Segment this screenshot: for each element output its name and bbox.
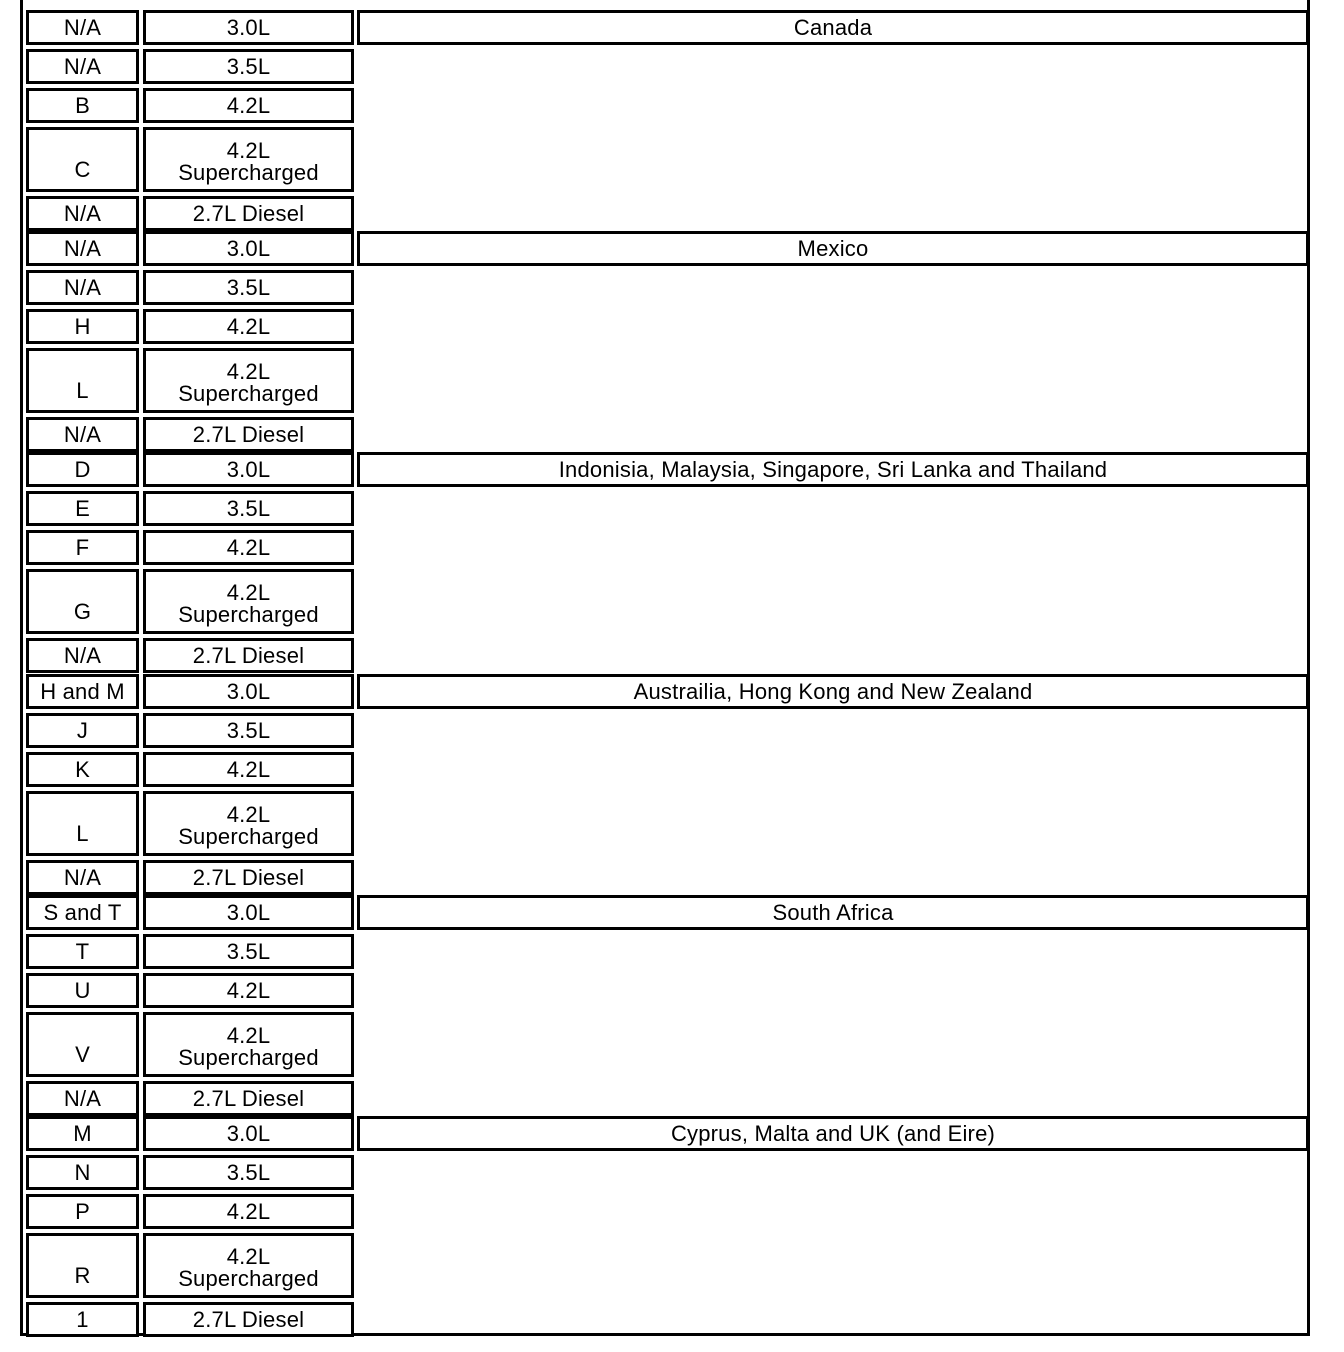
code-label: N/A bbox=[63, 642, 102, 668]
engine-label: 3.5L bbox=[226, 274, 271, 300]
engine-label: 3.0L bbox=[226, 14, 271, 40]
engine-cell bbox=[143, 491, 354, 526]
engine-label: 4.2L bbox=[226, 579, 271, 605]
engine-cell bbox=[143, 895, 354, 930]
code-label: N/A bbox=[63, 200, 102, 226]
engine-label: 4.2L bbox=[226, 358, 271, 384]
code-label: N/A bbox=[63, 53, 102, 79]
engine-label: 4.2L bbox=[226, 801, 271, 827]
engine-label: 4.2L bbox=[226, 1198, 271, 1224]
engine-cell bbox=[143, 1116, 354, 1151]
engine-label: 3.0L bbox=[226, 456, 271, 482]
code-label: 1 bbox=[76, 1306, 89, 1332]
engine-cell bbox=[143, 231, 354, 266]
engine-label: Supercharged bbox=[178, 1044, 319, 1070]
code-cell bbox=[26, 973, 139, 1008]
code-label: N bbox=[74, 1159, 91, 1185]
engine-cell bbox=[143, 860, 354, 895]
engine-cell bbox=[143, 270, 354, 305]
code-label: L bbox=[76, 820, 89, 846]
engine-label: 3.0L bbox=[226, 1120, 271, 1146]
code-label: N/A bbox=[63, 864, 102, 890]
engine-cell bbox=[143, 934, 354, 969]
region-cell: Cyprus, Malta and UK (and Eire) bbox=[357, 1116, 1309, 1151]
engine-label: Supercharged bbox=[178, 601, 319, 627]
code-label: H and M bbox=[40, 678, 125, 704]
engine-cell bbox=[143, 309, 354, 344]
engine-label: 3.5L bbox=[226, 938, 271, 964]
code-label: M bbox=[73, 1120, 92, 1146]
engine-label: Supercharged bbox=[178, 159, 319, 185]
code-cell bbox=[26, 231, 139, 266]
engine-cell bbox=[143, 674, 354, 709]
code-label: R bbox=[74, 1262, 91, 1288]
code-cell bbox=[26, 1116, 139, 1151]
engine-cell bbox=[143, 1302, 354, 1337]
engine-label: 2.7L Diesel bbox=[192, 1085, 305, 1111]
engine-cell bbox=[143, 713, 354, 748]
engine-cell bbox=[143, 348, 354, 413]
engine-label: 4.2L bbox=[226, 1243, 271, 1269]
code-cell bbox=[26, 348, 139, 413]
engine-cell bbox=[143, 638, 354, 673]
engine-cell bbox=[143, 1233, 354, 1298]
code-cell bbox=[26, 791, 139, 856]
engine-label: Supercharged bbox=[178, 380, 319, 406]
engine-cell bbox=[143, 569, 354, 634]
engine-label: Supercharged bbox=[178, 823, 319, 849]
code-label: N/A bbox=[63, 14, 102, 40]
engine-label: 4.2L bbox=[226, 92, 271, 118]
engine-label: 2.7L Diesel bbox=[192, 200, 305, 226]
code-label: L bbox=[76, 377, 89, 403]
code-cell bbox=[26, 1081, 139, 1116]
code-cell bbox=[26, 1155, 139, 1190]
code-label: J bbox=[76, 717, 89, 743]
code-cell bbox=[26, 270, 139, 305]
code-cell bbox=[26, 491, 139, 526]
code-cell bbox=[26, 752, 139, 787]
code-label: S and T bbox=[43, 899, 122, 925]
engine-label: 3.5L bbox=[226, 495, 271, 521]
engine-label: 3.0L bbox=[226, 235, 271, 261]
code-cell bbox=[26, 1233, 139, 1298]
code-cell bbox=[26, 638, 139, 673]
code-label: T bbox=[75, 938, 90, 964]
code-cell bbox=[26, 10, 139, 45]
code-label: N/A bbox=[63, 421, 102, 447]
engine-cell bbox=[143, 973, 354, 1008]
region-cell: Canada bbox=[357, 10, 1309, 45]
engine-label: 2.7L Diesel bbox=[192, 421, 305, 447]
region-cell: Mexico bbox=[357, 231, 1309, 266]
code-cell bbox=[26, 452, 139, 487]
engine-label: 2.7L Diesel bbox=[192, 864, 305, 890]
code-cell bbox=[26, 713, 139, 748]
engine-label: 4.2L bbox=[226, 534, 271, 560]
code-cell bbox=[26, 88, 139, 123]
engine-cell bbox=[143, 1194, 354, 1229]
region-cell: Indonisia, Malaysia, Singapore, Sri Lanka and Thailand bbox=[357, 452, 1309, 487]
engine-label: 3.5L bbox=[226, 53, 271, 79]
engine-cell bbox=[143, 10, 354, 45]
engine-cell bbox=[143, 1081, 354, 1116]
engine-cell bbox=[143, 791, 354, 856]
code-cell bbox=[26, 417, 139, 452]
engine-cell bbox=[143, 49, 354, 84]
engine-label: 3.5L bbox=[226, 1159, 271, 1185]
code-cell bbox=[26, 127, 139, 192]
code-label: N/A bbox=[63, 1085, 102, 1111]
code-cell bbox=[26, 196, 139, 231]
code-cell bbox=[26, 1194, 139, 1229]
code-label: K bbox=[75, 756, 90, 782]
code-cell bbox=[26, 49, 139, 84]
region-cell: South Africa bbox=[357, 895, 1309, 930]
code-label: H bbox=[74, 313, 91, 339]
code-label: E bbox=[75, 495, 90, 521]
engine-cell bbox=[143, 88, 354, 123]
engine-label: 3.0L bbox=[226, 678, 271, 704]
engine-cell bbox=[143, 196, 354, 231]
code-cell bbox=[26, 860, 139, 895]
code-label: C bbox=[74, 156, 91, 182]
code-cell bbox=[26, 674, 139, 709]
engine-label: 4.2L bbox=[226, 313, 271, 339]
code-label: U bbox=[74, 977, 91, 1003]
code-label: N/A bbox=[63, 235, 102, 261]
code-label: P bbox=[75, 1198, 90, 1224]
engine-label: Supercharged bbox=[178, 1265, 319, 1291]
engine-label: 2.7L Diesel bbox=[192, 642, 305, 668]
code-label: F bbox=[75, 534, 90, 560]
engine-cell bbox=[143, 752, 354, 787]
code-cell bbox=[26, 309, 139, 344]
engine-label: 4.2L bbox=[226, 756, 271, 782]
engine-cell bbox=[143, 127, 354, 192]
engine-cell bbox=[143, 530, 354, 565]
code-cell bbox=[26, 569, 139, 634]
engine-cell bbox=[143, 1012, 354, 1077]
engine-label: 3.5L bbox=[226, 717, 271, 743]
code-label: G bbox=[73, 598, 92, 624]
code-cell bbox=[26, 1302, 139, 1337]
region-cell: Austrailia, Hong Kong and New Zealand bbox=[357, 674, 1309, 709]
engine-label: 3.0L bbox=[226, 899, 271, 925]
code-cell bbox=[26, 530, 139, 565]
code-label: B bbox=[75, 92, 90, 118]
code-label: V bbox=[75, 1041, 90, 1067]
engine-label: 4.2L bbox=[226, 137, 271, 163]
engine-label: 4.2L bbox=[226, 1022, 271, 1048]
engine-cell bbox=[143, 417, 354, 452]
code-label: D bbox=[74, 456, 91, 482]
code-label: N/A bbox=[63, 274, 102, 300]
code-cell bbox=[26, 1012, 139, 1077]
engine-label: 2.7L Diesel bbox=[192, 1306, 305, 1332]
code-cell bbox=[26, 895, 139, 930]
engine-cell bbox=[143, 1155, 354, 1190]
engine-label: 4.2L bbox=[226, 977, 271, 1003]
code-cell bbox=[26, 934, 139, 969]
engine-cell bbox=[143, 452, 354, 487]
